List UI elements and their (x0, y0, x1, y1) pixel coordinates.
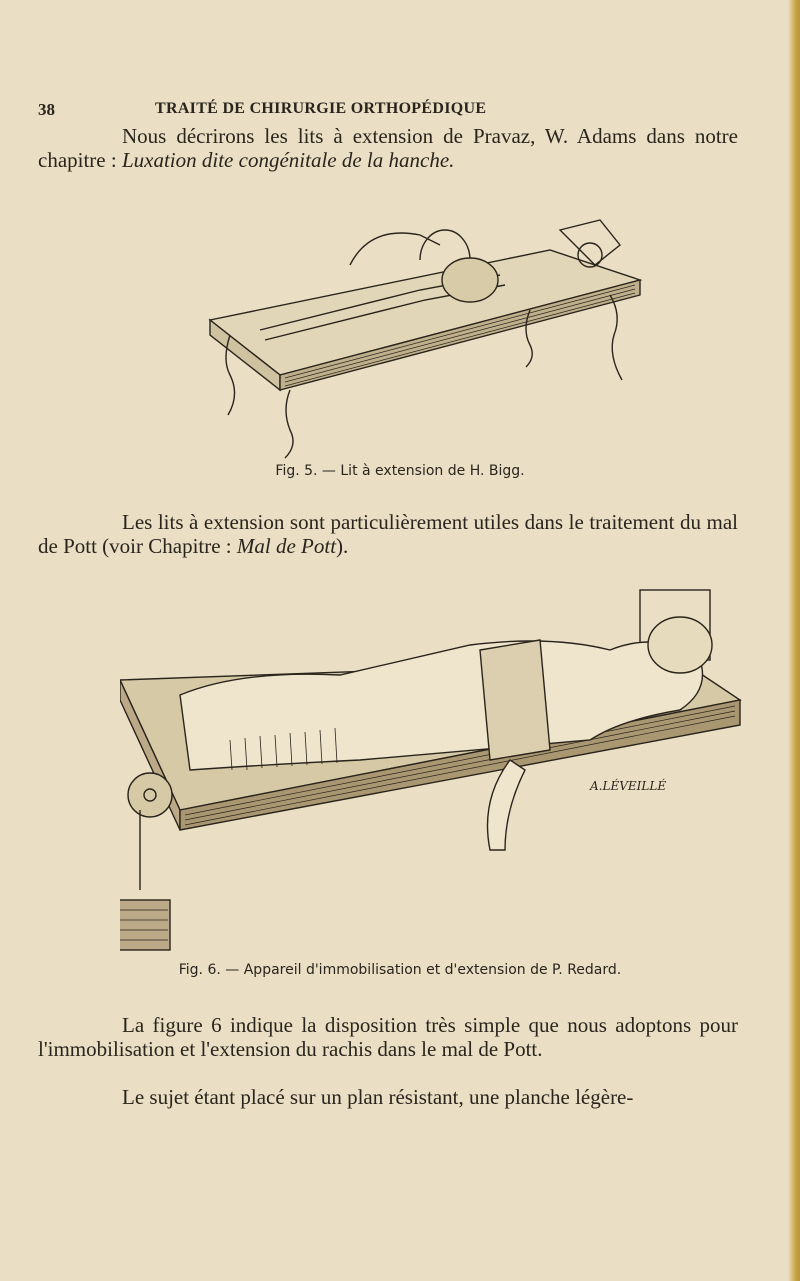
running-title: TRAITÉ DE CHIRURGIE ORTHOPÉDIQUE (155, 100, 487, 117)
engraver-signature: A.LÉVEILLÉ (590, 779, 667, 793)
figure-5-caption (0, 463, 800, 479)
figure-6-illustration (120, 580, 750, 960)
chapter-reference-pott: Mal de Pott (236, 534, 337, 558)
running-header (0, 100, 800, 124)
figure-6-caption-text: — Appareil d'immobilisation et d'extension de P. Redard. (220, 962, 622, 978)
paragraph-2 (38, 510, 738, 558)
page-number: 38 (38, 100, 55, 119)
figure-6-caption (0, 962, 800, 978)
paragraph-2-text: Les lits à extension sont particulièrement utiles dans le traitement du mal de Pott (voir Chapitre : (38, 510, 738, 558)
figure-5-caption-text: — Lit à extension de H. Bigg. (317, 463, 525, 479)
figure-6-label: Fig. 6. (178, 962, 221, 978)
paragraph-4: Le sujet étant placé sur un plan résistant, une planche légère- (122, 1085, 634, 1109)
figure-5-label: Fig. 5. (275, 463, 318, 479)
figure-5-illustration (170, 210, 660, 460)
paragraph-1 (38, 124, 738, 172)
paragraph-2-end: ). (336, 534, 349, 558)
paragraph-3: La figure 6 indique la disposition très simple que nous adoptons pour l'immobilisation et l'extension du rachis dans le mal de Pott. (38, 1013, 738, 1061)
chapter-reference-luxation: Luxation dite congénitale de la hanche. (121, 148, 455, 172)
paragraph-1-text: Nous décrirons les lits à extension de Pravaz, W. Adams dans notre chapitre : (38, 124, 738, 172)
page-edge (788, 0, 800, 1281)
